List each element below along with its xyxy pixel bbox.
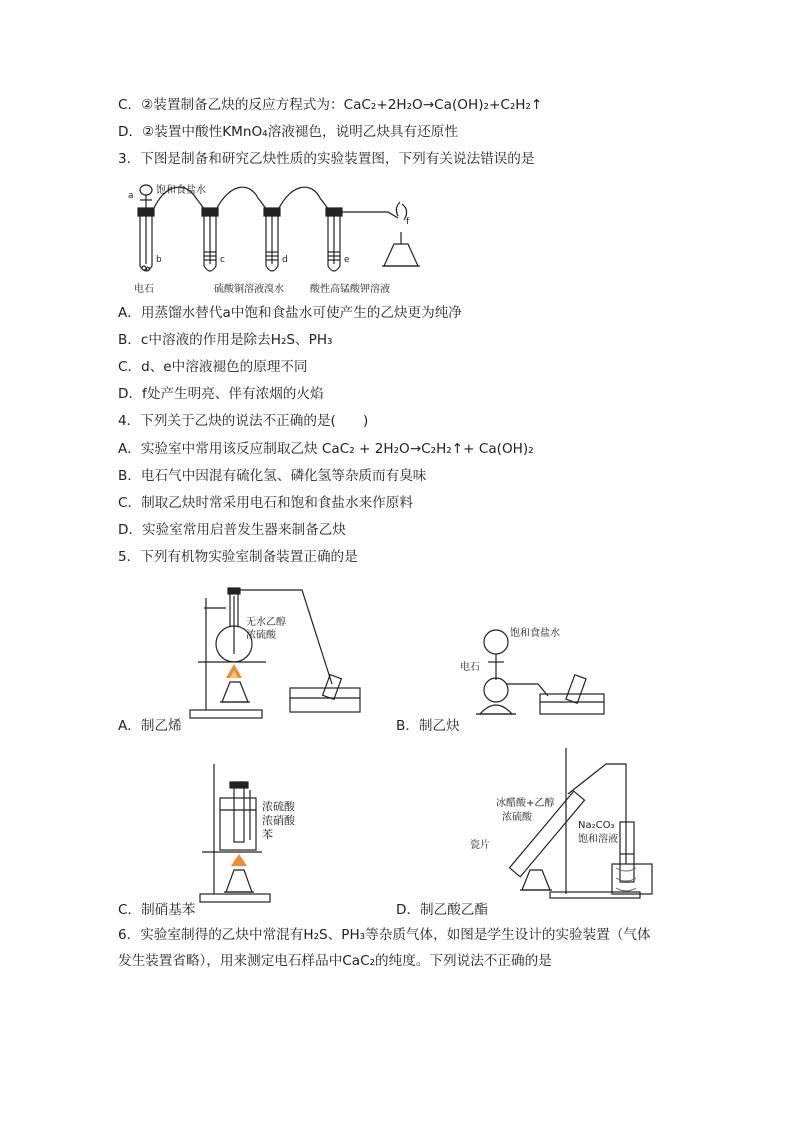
q3-option-a: A．用蒸馏水替代a中饱和食盐水可使产生的乙炔更为纯净: [118, 305, 462, 321]
q5-d-label-acid: 浓硫酸: [502, 812, 532, 823]
q5-b-acetylene-apparatus: [458, 618, 608, 718]
q3-label-d-solution: 溴水: [264, 284, 284, 295]
q5-a-ethylene-apparatus: [186, 578, 366, 724]
q3-label-b: b: [156, 255, 162, 265]
q2-option-c: C．②装置制备乙炔的反应方程式为：CaC₂+2H₂O→Ca(OH)₂+C₂H₂↑: [118, 97, 543, 113]
q5-a-label-acid: 浓硫酸: [246, 630, 276, 641]
q6-stem-line2: 发生装置省略），用来测定电石样品中CaC₂的纯度。下列说法不正确的是: [118, 953, 552, 969]
q4-stem: 4．下列关于乙炔的说法不正确的是( ): [118, 413, 369, 429]
q3-label-funnel: 饱和食盐水: [156, 185, 206, 196]
q3-option-c: C．d、e中溶液褪色的原理不同: [118, 359, 308, 375]
q3-option-d: D．f处产生明亮、伴有浓烟的火焰: [118, 386, 324, 402]
q5-c-label-h2so4: 浓硫酸: [262, 800, 295, 813]
q4-option-b: B．电石气中因混有硫化氢、磷化氢等杂质而有臭味: [118, 468, 427, 484]
q5-a-caption: A．制乙烯: [118, 718, 182, 734]
q3-stem: 3．下图是制备和研究乙炔性质的实验装置图，下列有关说法错误的是: [118, 151, 535, 167]
q5-stem: 5．下列有机物实验室制备装置正确的是: [118, 549, 358, 565]
q5-a-label-ethanol: 无水乙醇: [246, 617, 286, 628]
q3-label-a: a: [128, 191, 134, 201]
q3-apparatus-figure: [126, 180, 426, 298]
q5-d-caption: D．制乙酸乙酯: [396, 902, 489, 918]
q4-option-d: D．实验室常用启普发生器来制备乙炔: [118, 522, 346, 538]
q5-c-label-hno3: 浓硝酸: [262, 814, 295, 827]
q3-option-b: B．c中溶液的作用是除去H₂S、PH₃: [118, 332, 333, 348]
q6-stem-line1: 6．实验室制得的乙炔中常混有H₂S、PH₃等杂质气体，如图是学生设计的实验装置（气体: [118, 927, 651, 943]
q3-label-c-solution: 硫酸铜溶液: [214, 284, 264, 295]
q5-b-caption: B．制乙炔: [396, 718, 460, 734]
q3-label-c: c: [220, 255, 225, 265]
q3-label-e-solution: 酸性高锰酸钾溶液: [310, 284, 390, 295]
q4-option-c: C．制取乙炔时常采用电石和饱和食盐水来作原料: [118, 495, 413, 511]
q3-label-d: d: [282, 255, 288, 265]
q3-label-carbide: 电石: [134, 284, 154, 295]
q5-d-ethyl-acetate-apparatus: [470, 744, 670, 902]
q5-b-label-carbide: 电石: [460, 662, 480, 673]
q5-d-label-chips: 瓷片: [470, 840, 490, 851]
q5-d-label-mix: 冰醋酸+乙醇: [496, 798, 555, 809]
q5-d-label-saturated: 饱和溶液: [578, 834, 618, 845]
q3-label-f: f: [406, 217, 410, 227]
q5-c-caption: C．制硝基苯: [118, 902, 196, 918]
q3-label-e: e: [344, 255, 350, 265]
q2-option-d: D．②装置中酸性KMnO₄溶液褪色，说明乙炔具有还原性: [118, 124, 458, 140]
q4-option-a: A．实验室中常用该反应制取乙炔 CaC₂ + 2H₂O→C₂H₂↑+ Ca(OH)₂: [118, 441, 534, 457]
q5-c-label-benzene: 苯: [262, 828, 273, 841]
q5-d-label-na2co3: Na₂CO₃: [578, 820, 615, 831]
q5-b-label-brine: 饱和食盐水: [510, 628, 560, 639]
q5-c-nitrobenzene-apparatus: [196, 760, 346, 904]
